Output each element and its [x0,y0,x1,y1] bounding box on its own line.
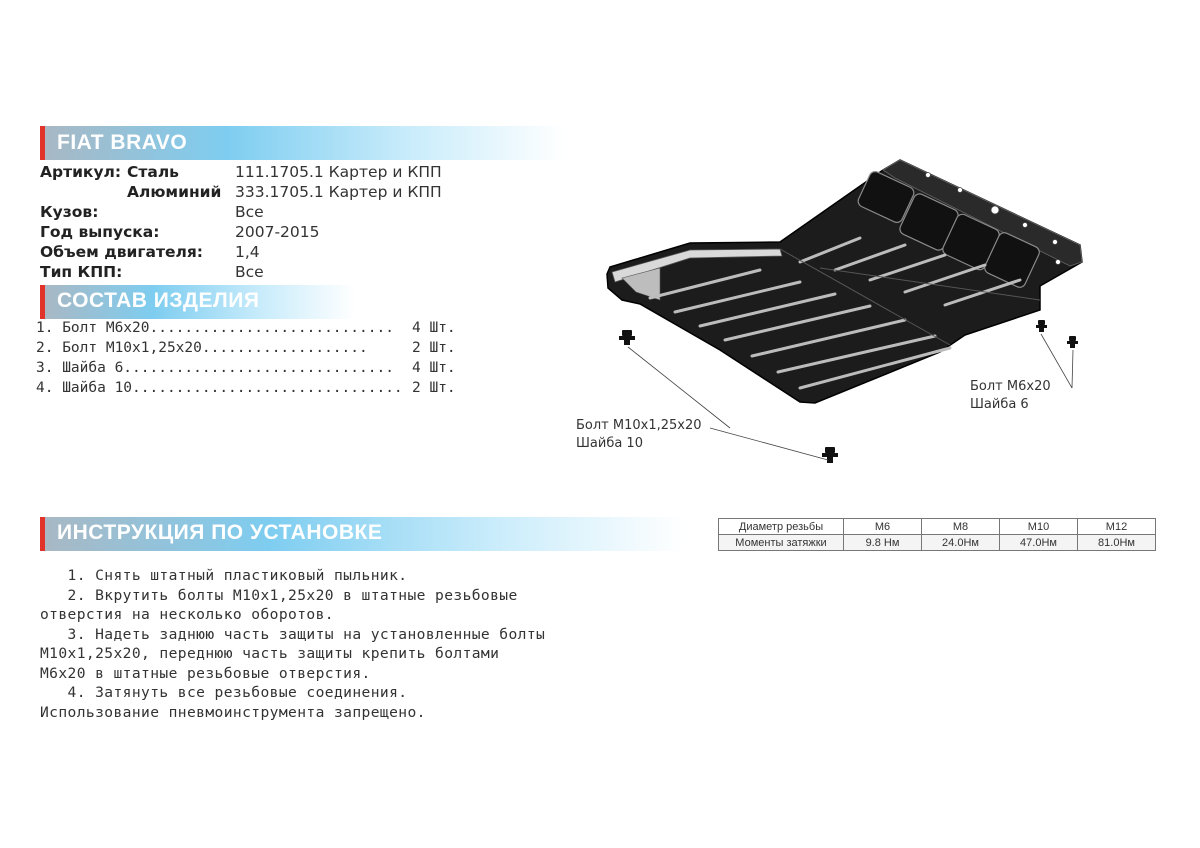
callout-line: Болт М6х20 [970,379,1051,394]
torque-row-values [719,535,1156,551]
torque-cell: 9.8 Нм [844,535,922,551]
instruction-line: М10х1,25х20, переднюю часть защиты крепить болтами [40,645,500,662]
torque-cell: 81.0Нм [1078,535,1156,551]
page-title: FIAT BRAVO [57,131,188,154]
callout-line: Шайба 6 [970,397,1029,412]
engine-label: Объем двигателя: [40,243,203,261]
skid-plate [607,160,1082,403]
callout-front-bolts [576,417,702,453]
article-label: Артикул: [40,163,122,181]
instruction-line: 4. Затянуть все резьбовые соединения. [40,684,408,701]
kit-item-qty: 2 Шт. [412,340,456,356]
instruction-line: отверстия на несколько оборотов. [40,606,334,623]
kit-item-qty: 4 Шт. [412,320,456,336]
bolt-icon [619,330,635,345]
kit-item-qty: 2 Шт. [412,380,456,396]
torque-cell: 47.0Нм [1000,535,1078,551]
gearbox-value: Все [235,263,264,281]
torque-row-label: Моменты затяжки [719,535,844,551]
gearbox-label: Тип КПП: [40,263,123,281]
torque-cell: М10 [1000,519,1078,535]
torque-table [718,518,1156,551]
instruction-line: Использование пневмоинструмента запрещено. [40,703,426,721]
aluminum-value: 333.1705.1 Картер и КПП [235,183,442,201]
torque-row-label: Диаметр резьбы [719,519,844,535]
kit-item-text: 4. Шайба 10............................... [36,380,403,396]
torque-cell: 24.0Нм [922,535,1000,551]
kit-item-text: 3. Шайба 6............................... [36,360,394,376]
body-value: Все [235,203,264,221]
aluminum-label: Алюминий [127,183,222,201]
bolt-icon [1036,320,1047,332]
torque-cell: М12 [1078,519,1156,535]
steel-value: 111.1705.1 Картер и КПП [235,163,442,181]
callout-line: Болт М10х1,25х20 [576,418,702,433]
bolt-icon [822,447,838,463]
bolt-icon [1067,336,1078,348]
instruction-line: 2. Вкрутить болты М10х1,25х20 в штатные резьбовые [40,586,518,604]
body-label: Кузов: [40,203,99,221]
year-label: Год выпуска: [40,223,160,241]
year-value: 2007-2015 [235,223,320,241]
instruction-line: 1. Снять штатный пластиковый пыльник. [40,567,408,584]
steel-label: Сталь [127,163,179,181]
instruction-line: 3. Надеть заднюю часть защиты на установленные болты [40,625,546,643]
callout-line: Шайба 10 [576,436,643,451]
instructions-title: ИНСТРУКЦИЯ ПО УСТАНОВКЕ [57,521,383,544]
torque-cell: М6 [844,519,922,535]
kit-item-qty: 4 Шт. [412,360,456,376]
callout-rear-bolts [970,378,1051,414]
kit-item-text: 1. Болт М6х20............................ [36,320,394,336]
torque-row-sizes [719,519,1156,535]
torque-cell: М8 [922,519,1000,535]
instruction-line: М6х20 в штатные резьбовые отверстия. [40,664,371,682]
kit-title: СОСТАВ ИЗДЕЛИЯ [57,289,260,312]
engine-value: 1,4 [235,243,260,261]
kit-item-text: 2. Болт М10х1,25х20................... [36,340,368,356]
